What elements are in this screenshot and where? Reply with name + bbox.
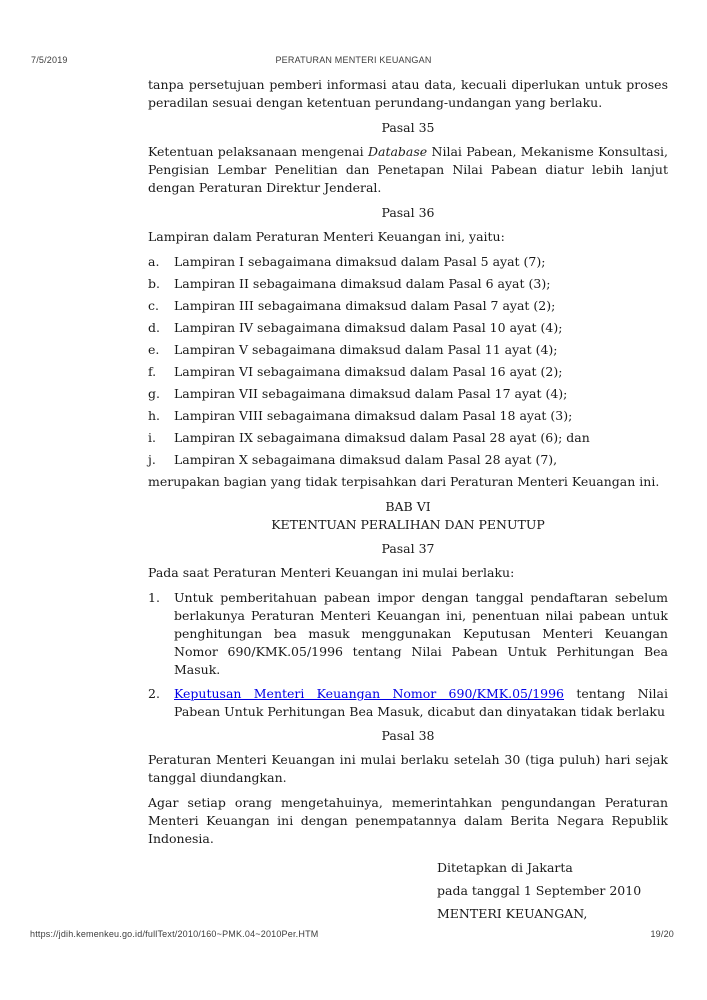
lampiran-list	[148, 253, 668, 469]
source-url: https://jdih.kemenkeu.go.id/fullText/2010/160~PMK.04~2010Per.HTM	[30, 929, 319, 939]
list-item-text-after-link: tentang Nilai Pabean Untuk Perhitungan Bea Masuk, dicabut dan dinyatakan tidak berlaku	[174, 686, 668, 719]
list-item	[148, 451, 668, 469]
list-item-text: Lampiran VI sebagaimana dimaksud dalam Pasal 16 ayat (2);	[174, 364, 563, 379]
pasal-38-paragraph: Peraturan Menteri Keuangan ini mulai berlaku setelah 30 (tiga puluh) hari sejak tanggal diundangkan.	[148, 752, 668, 785]
pasal-36-intro: Lampiran dalam Peraturan Menteri Keuangan ini, yaitu:	[148, 229, 505, 244]
list-item	[148, 297, 668, 315]
closing-paragraph: Agar setiap orang mengetahuinya, memerintahkan pengundangan Peraturan Menteri Keuangan ini dengan penempatannya dalam Berita Negara Republik Indonesia.	[148, 795, 668, 846]
list-item-text	[174, 685, 668, 721]
pasal-35-italic-word: Database	[367, 144, 428, 159]
list-item-text: Lampiran VIII sebagaimana dimaksud dalam Pasal 18 ayat (3);	[174, 408, 573, 423]
list-marker: a.	[148, 254, 160, 269]
list-marker: j.	[148, 452, 156, 467]
signature-place: Ditetapkan di Jakarta	[437, 860, 573, 875]
pasal-37-heading: Pasal 37	[381, 541, 435, 556]
opening-paragraph: tanpa persetujuan pemberi informasi atau data, kecuali diperlukan untuk proses peradilan sesuai dengan ketentuan perundang-undangan yang berlaku.	[148, 77, 668, 110]
list-item	[148, 429, 668, 447]
pasal-37-list	[148, 589, 668, 721]
list-item-text: Lampiran II sebagaimana dimaksud dalam Pasal 6 ayat (3);	[174, 276, 551, 291]
list-item-text: Lampiran IX sebagaimana dimaksud dalam Pasal 28 ayat (6); dan	[174, 430, 590, 445]
list-item	[148, 363, 668, 381]
list-item	[148, 589, 668, 679]
list-item	[148, 407, 668, 425]
pasal-36-heading: Pasal 36	[381, 205, 435, 220]
list-item-text: Lampiran IV sebagaimana dimaksud dalam Pasal 10 ayat (4);	[174, 320, 563, 335]
list-marker: i.	[148, 430, 156, 445]
list-item	[148, 385, 668, 403]
pasal-35-heading: Pasal 35	[381, 120, 435, 135]
signature-date: pada tanggal 1 September 2010	[437, 883, 642, 898]
bab-vi-heading	[148, 498, 668, 534]
pasal-35-text-before: Ketentuan pelaksanaan mengenai	[148, 144, 368, 159]
print-date: 7/5/2019	[31, 55, 68, 65]
print-header	[31, 55, 676, 67]
list-marker: c.	[148, 298, 159, 313]
list-item-text: Lampiran I sebagaimana dimaksud dalam Pasal 5 ayat (7);	[174, 254, 546, 269]
signature-block	[437, 856, 668, 925]
pasal-36-closing: merupakan bagian yang tidak terpisahkan dari Peraturan Menteri Keuangan ini.	[148, 474, 660, 489]
pasal-37-intro: Pada saat Peraturan Menteri Keuangan ini mulai berlaku:	[148, 565, 515, 580]
list-item-text: Untuk pemberitahuan pabean impor dengan tanggal pendaftaran sebelum berlakunya Peraturan Menteri Keuangan ini, penentuan nilai pabean untuk penghitungan bea masuk menggunakan Keputusan Menteri Keuangan Nomor 690/KMK.05/1996 tentang Nilai Pabean Untuk Perhitungan Bea Masuk.	[174, 590, 668, 677]
bab-vi-line2: KETENTUAN PERALIHAN DAN PENUTUP	[271, 517, 545, 532]
list-marker: h.	[148, 408, 161, 423]
page-number: 19/20	[650, 929, 674, 939]
print-footer	[30, 929, 674, 941]
pasal-38-heading: Pasal 38	[381, 728, 435, 743]
list-item-text: Lampiran III sebagaimana dimaksud dalam Pasal 7 ayat (2);	[174, 298, 556, 313]
list-marker: f.	[148, 364, 157, 379]
document-body	[148, 76, 668, 925]
list-marker: 2.	[148, 686, 160, 701]
list-item-text: Lampiran VII sebagaimana dimaksud dalam Pasal 17 ayat (4);	[174, 386, 568, 401]
bab-vi-line1: BAB VI	[385, 499, 431, 514]
list-item-text: Lampiran X sebagaimana dimaksud dalam Pasal 28 ayat (7),	[174, 452, 558, 467]
list-marker: 1.	[148, 590, 160, 605]
list-item	[148, 685, 668, 721]
list-item	[148, 275, 668, 293]
list-marker: e.	[148, 342, 160, 357]
list-marker: d.	[148, 320, 160, 335]
pasal-35-paragraph	[148, 143, 668, 197]
signature-title: MENTERI KEUANGAN,	[437, 906, 588, 921]
list-marker: b.	[148, 276, 160, 291]
list-item	[148, 319, 668, 337]
pasal-35-text-after: Nilai Pabean, Mekanisme Konsultasi, Pengisian Lembar Penelitian dan Penetapan Nilai Pabean diatur lebih lanjut dengan Peraturan Direktur Jenderal.	[148, 144, 668, 195]
list-item	[148, 341, 668, 359]
list-item	[148, 253, 668, 271]
list-marker: g.	[148, 386, 160, 401]
kmk-690-regulation-link[interactable]: Keputusan Menteri Keuangan Nomor 690/KMK.05/1996	[174, 686, 565, 701]
list-item-text: Lampiran V sebagaimana dimaksud dalam Pasal 11 ayat (4);	[174, 342, 558, 357]
document-header-title: PERATURAN MENTERI KEUANGAN	[275, 55, 432, 65]
